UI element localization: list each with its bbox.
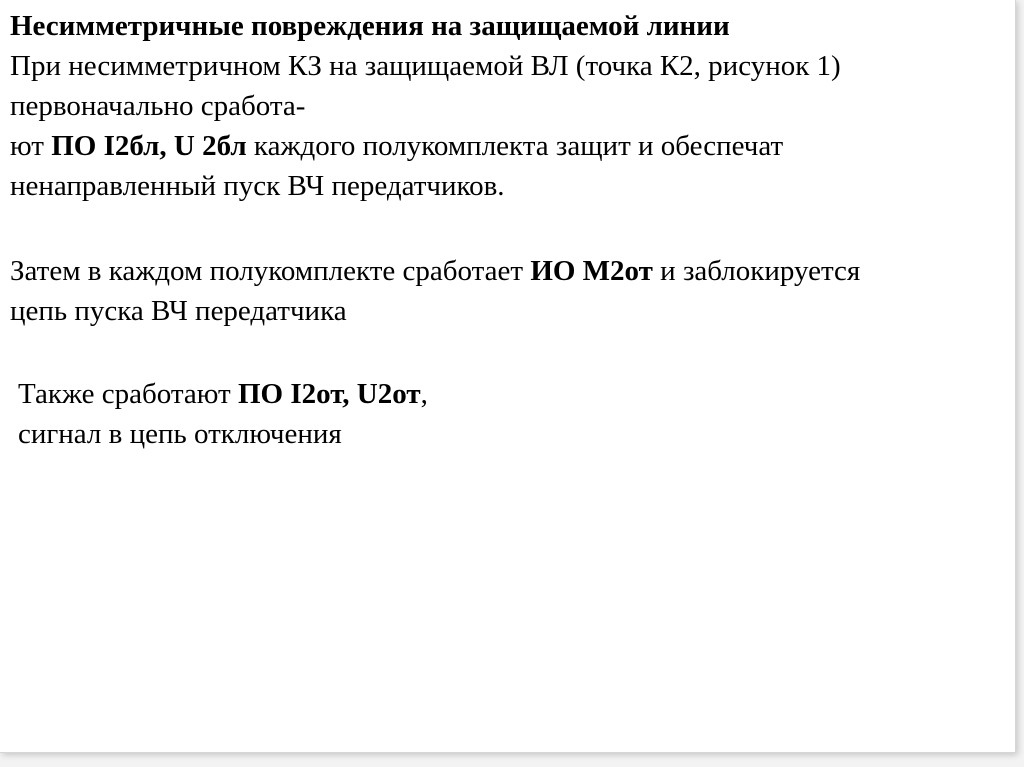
slide-heading: Несимметричные повреждения на защищаемой линии: [10, 10, 730, 42]
p1-line-3-bold: ПО I2бл, U 2бл: [51, 130, 247, 162]
p1-line-3: [10, 126, 841, 166]
p1-line-1: При несимметричном КЗ на защищаемой ВЛ (точка К2, рисунок 1): [10, 50, 841, 82]
p1-line-4: ненаправленный пуск ВЧ передатчиков.: [10, 170, 505, 202]
p1-line-2: первоначально сработа-: [10, 90, 306, 122]
p2-line-1: [10, 251, 860, 291]
p3-line-2: сигнал в цепь отключения: [18, 418, 342, 450]
p1-line-3-start: ют: [10, 130, 52, 162]
p1-line-3-end: каждого полукомплекта защит и обеспечат: [246, 130, 784, 162]
p2-line-1-bold: ИО М2от: [530, 255, 653, 287]
p3-line-1-start: Также сработают: [18, 378, 238, 410]
p2-line-1-start: Затем в каждом полукомплекте сработает: [10, 255, 531, 287]
second-text-block: [10, 251, 860, 331]
p3-line-1-bold: ПО I2от, U2от: [237, 378, 421, 410]
p3-line-1: [18, 374, 428, 414]
p2-line-1-end: и заблокируется: [652, 255, 861, 287]
main-text-block: [10, 6, 841, 206]
p2-line-2: цепь пуска ВЧ передатчика: [10, 295, 347, 327]
third-text-block: [18, 374, 428, 454]
p3-line-1-end: ,: [420, 378, 428, 410]
